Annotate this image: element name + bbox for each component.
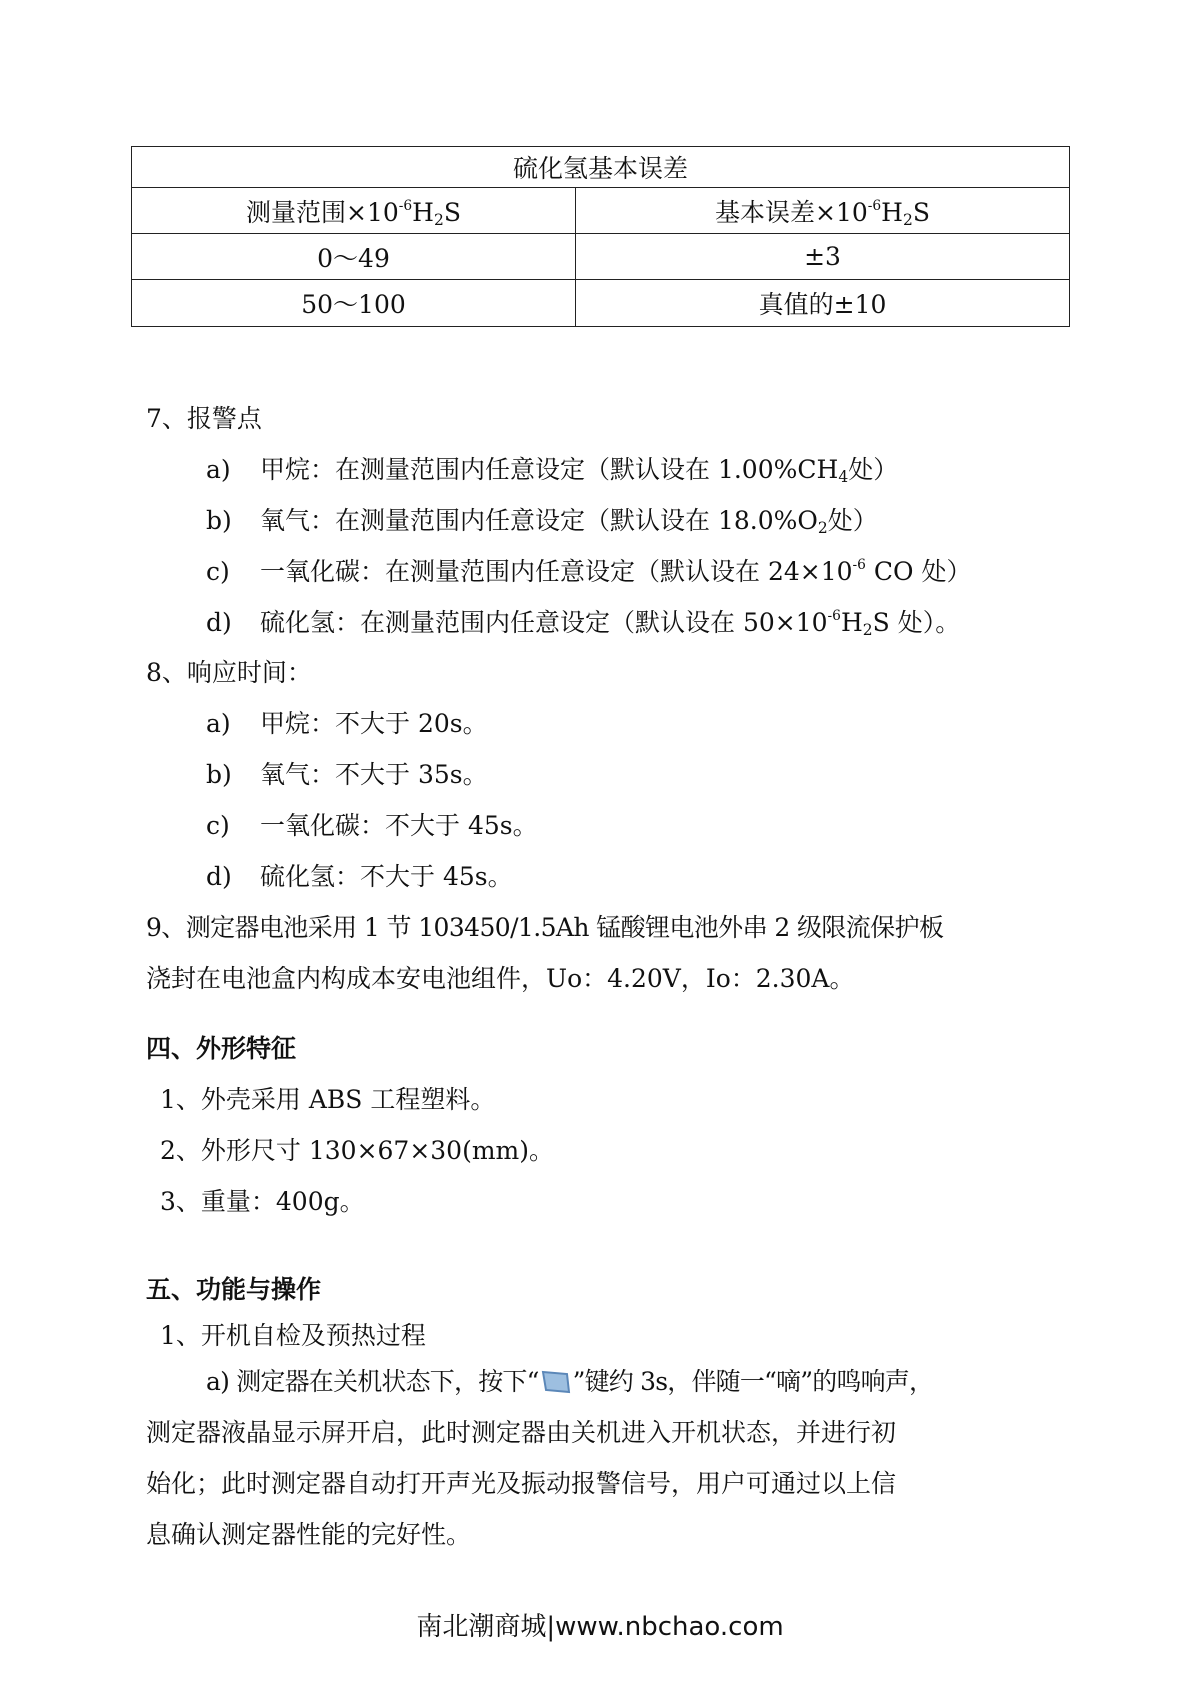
section-9-line-1: 9、测定器电池采用 1 节 103450/1.5Ah 锰酸锂电池外串 2 级限流保护板 — [146, 913, 944, 942]
footer-watermark: 南北潮商城|www.nbchao.com — [416, 1612, 784, 1642]
section-7-title: 7、报警点 — [146, 404, 262, 433]
table-row — [132, 234, 1070, 280]
startup-para-line-3: 始化；此时测定器自动打开声光及振动报警信号，用户可通过以上信 — [146, 1469, 897, 1498]
response-item-methane: a) 甲烷：不大于 20s。 — [206, 709, 488, 738]
chapter-5-heading: 五、功能与操作 — [146, 1275, 322, 1304]
h2s-error-table — [131, 146, 1070, 327]
feature-item: 3、重量：400g。 — [160, 1187, 365, 1216]
power-key-icon — [541, 1370, 571, 1394]
section-8-title: 8、响应时间： — [146, 658, 312, 687]
table-header-range: 测量范围$\times 10^{-6}H_2S$ — [132, 188, 576, 234]
feature-item: 1、外壳采用 ABS 工程塑料。 — [160, 1085, 496, 1114]
table-cell: 真值的±10 — [576, 280, 1070, 327]
alarm-item-co: c) 一氧化碳：在测量范围内任意设定（默认设在 $24\times 10^{-6}$ CO 处） — [206, 557, 972, 586]
startup-para-line-1: a) 测定器在关机状态下，按下“ ”键约 3s，伴随一“嘀”的鸣响声， — [206, 1367, 934, 1396]
section-9-line-2: 浇封在电池盒内构成本安电池组件，Uo：4.20V，Io：2.30A。 — [146, 964, 855, 993]
alarm-item-h2s: d) 硫化氢：在测量范围内任意设定（默认设在 $50\times 10^{-6}H_2S$ 处）。 — [206, 608, 961, 639]
response-item-h2s: d) 硫化氢：不大于 45s。 — [206, 862, 513, 891]
startup-para-line-4: 息确认测定器性能的完好性。 — [146, 1520, 472, 1549]
table-cell: ±3 — [576, 234, 1070, 280]
table-header-error: 基本误差$\times 10^{-6}H_2S$ — [576, 188, 1070, 234]
feature-item: 2、外形尺寸 130×67×30(mm)。 — [160, 1136, 555, 1165]
alarm-item-methane: a) 甲烷：在测量范围内任意设定（默认设在 $1.00\%CH_4$处） — [206, 455, 899, 486]
table-cell: 0～49 — [132, 234, 576, 280]
response-item-oxygen: b) 氧气：不大于 35s。 — [206, 760, 488, 789]
table-title: 硫化氢基本误差 — [132, 147, 1070, 188]
subsection-startup-title: 1、开机自检及预热过程 — [160, 1321, 426, 1350]
startup-para-line-2: 测定器液晶显示屏开启，此时测定器由关机进入开机状态，并进行初 — [146, 1418, 897, 1447]
chapter-4-heading: 四、外形特征 — [146, 1034, 297, 1063]
alarm-item-oxygen: b) 氧气：在测量范围内任意设定（默认设在 $18.0\%O_2$处） — [206, 506, 878, 537]
table-cell: 50～100 — [132, 280, 576, 327]
table-row — [132, 280, 1070, 327]
response-item-co: c) 一氧化碳：不大于 45s。 — [206, 811, 538, 840]
